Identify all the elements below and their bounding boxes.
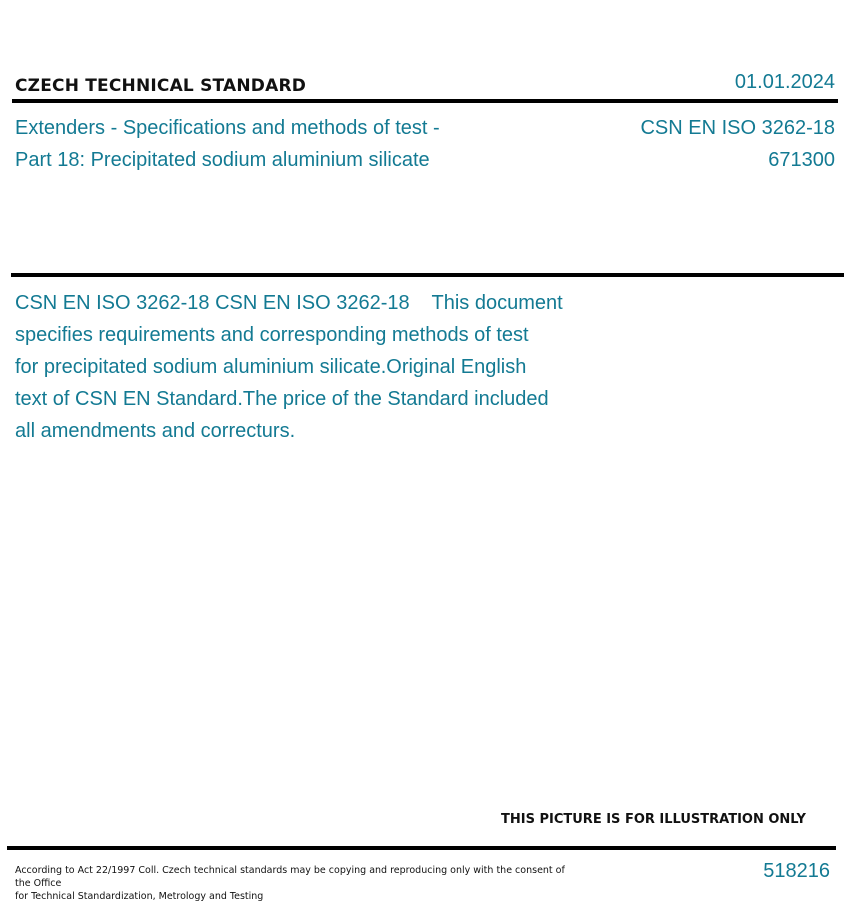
legal-notice-line-1: According to Act 22/1997 Coll. Czech technical standards may be copying and reproducing only with the consent of the Office <box>15 865 565 889</box>
header-divider <box>12 99 838 103</box>
document-code: 518216 <box>763 860 830 882</box>
publication-date: 01.01.2024 <box>734 71 835 93</box>
document-title <box>15 112 440 176</box>
abstract-line-4: text of CSN EN Standard.The price of the Standard included <box>15 388 549 410</box>
abstract-line-1: CSN EN ISO 3262-18 CSN EN ISO 3262-18 This document <box>15 292 563 314</box>
document-identifiers <box>640 112 835 176</box>
abstract <box>15 287 615 447</box>
abstract-line-2: specifies requirements and corresponding methods of test <box>15 324 529 346</box>
standard-number: CSN EN ISO 3262-18 <box>640 117 835 139</box>
abstract-line-3: for precipitated sodium aluminium silicate.Original English <box>15 356 527 378</box>
legal-notice <box>15 864 575 903</box>
illustration-note: THIS PICTURE IS FOR ILLUSTRATION ONLY <box>501 812 806 827</box>
classification-number: 671300 <box>768 149 835 171</box>
header-title: CZECH TECHNICAL STANDARD <box>15 76 307 96</box>
document-title-line-1: Extenders - Specifications and methods of test - <box>15 117 440 139</box>
document-title-line-2: Part 18: Precipitated sodium aluminium silicate <box>15 149 430 171</box>
abstract-line-5: all amendments and correcturs. <box>15 420 296 442</box>
footer-divider <box>7 846 836 850</box>
title-divider <box>11 273 844 277</box>
legal-notice-line-2: for Technical Standardization, Metrology and Testing <box>15 891 264 902</box>
